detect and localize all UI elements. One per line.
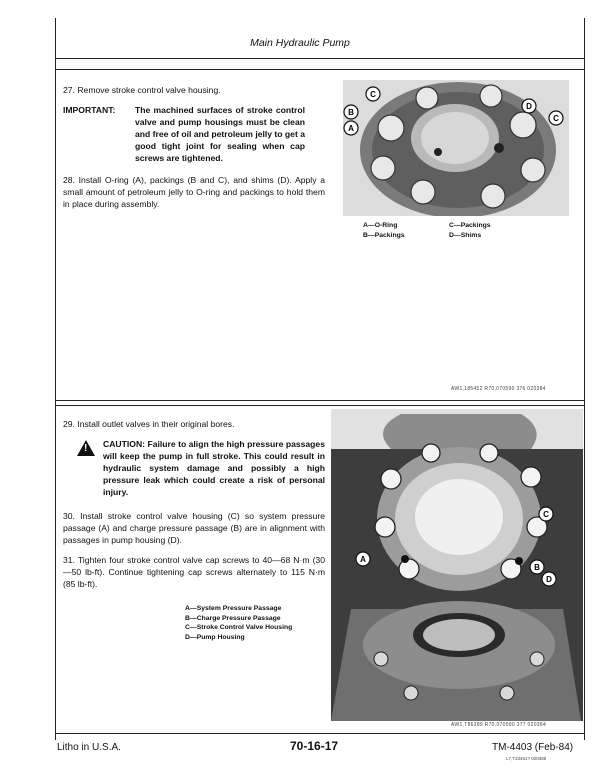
panel1-text	[63, 84, 325, 218]
procedure-panel-1	[55, 69, 585, 401]
footer-tm: TM-4403 (Feb-84)	[492, 742, 574, 753]
callout-d	[541, 571, 557, 587]
warning-icon: !	[77, 440, 95, 456]
legend-c: C—Packings	[449, 222, 491, 229]
callout-a	[343, 120, 359, 136]
oring-packings-photo	[343, 80, 569, 216]
legend-b: B—Packings	[363, 231, 405, 239]
important-text: The machined surfaces of stroke control valve and pump housings must be clean and free of oil and petroleum jelly to get a good tight joint for sealing when cap screws are tightened.	[135, 105, 305, 163]
callout-b	[343, 104, 359, 120]
legend-c: C—Stroke Control Valve Housing	[185, 624, 293, 631]
callout-c	[365, 86, 381, 102]
header-rule	[55, 58, 585, 59]
panel2-figure-reference: AW1,T86289 R70,070590 377 020384	[451, 722, 547, 728]
footer-code: L7,T23461? 020386	[506, 756, 547, 761]
procedure-panel-2	[55, 405, 585, 734]
step-27: 27. Remove stroke control valve housing.	[63, 85, 221, 95]
legend-b: B—Charge Pressure Passage	[185, 614, 281, 622]
step-29: 29. Install outlet valves in their original bores.	[63, 419, 235, 429]
panel1-figure-reference: AW1,185452 R70,070590 376 020384	[451, 386, 546, 392]
step-31: 31. Tighten four stroke control valve cap screws to 40—68 N·m (30—50 lb-ft). Continue tightening cap screws alternately to 115 N·m (85 lb-ft).	[63, 555, 325, 589]
panel1-legend-left	[363, 221, 453, 240]
callout-c-right	[548, 110, 564, 126]
svg-text:B: B	[534, 563, 540, 572]
svg-text:A: A	[348, 124, 354, 133]
caution-text: CAUTION: Failure to align the high pressure passages will keep the pump in full stroke. This could result in hydraulic system damage and possibly a high pressure leak which could create a risk of personal injury.	[103, 439, 325, 497]
step-28: 28. Install O-ring (A), packings (B and C), and shims (D). Apply a small amount of petroleum jelly to O-ring and packings to hold them in place during assembly.	[63, 175, 325, 209]
panel1-legend-right	[449, 221, 539, 240]
step-30: 30. Install stroke control valve housing (C) so system pressure passage (A) and charge pressure passage (B) are in alignment with passages in pump housing (D).	[63, 511, 325, 545]
page-number: 70-16-17	[290, 739, 339, 753]
page-header-title: Main Hydraulic Pump	[250, 37, 350, 49]
stroke-control-housing-photo	[331, 409, 583, 721]
caution-note	[63, 438, 325, 498]
panel2-legend	[185, 604, 325, 642]
important-note	[63, 104, 325, 164]
legend-d: D—Pump Housing	[185, 633, 245, 641]
panel2-text	[63, 418, 325, 598]
svg-text:A: A	[360, 555, 366, 564]
footer-litho: Litho in U.S.A.	[57, 742, 121, 753]
callout-c-text: C	[370, 90, 376, 99]
svg-text:D: D	[526, 102, 532, 111]
callout-d	[521, 98, 537, 114]
svg-text:B: B	[348, 108, 354, 117]
callout-c	[538, 506, 554, 522]
svg-text:D: D	[546, 575, 552, 584]
legend-a: A—O-Ring	[363, 222, 398, 229]
svg-text:C: C	[553, 114, 559, 123]
callout-a	[355, 551, 371, 567]
important-label: IMPORTANT:	[63, 105, 116, 115]
legend-a: A—System Pressure Passage	[185, 605, 282, 612]
svg-text:C: C	[543, 510, 549, 519]
legend-d: D—Shims	[449, 231, 482, 239]
